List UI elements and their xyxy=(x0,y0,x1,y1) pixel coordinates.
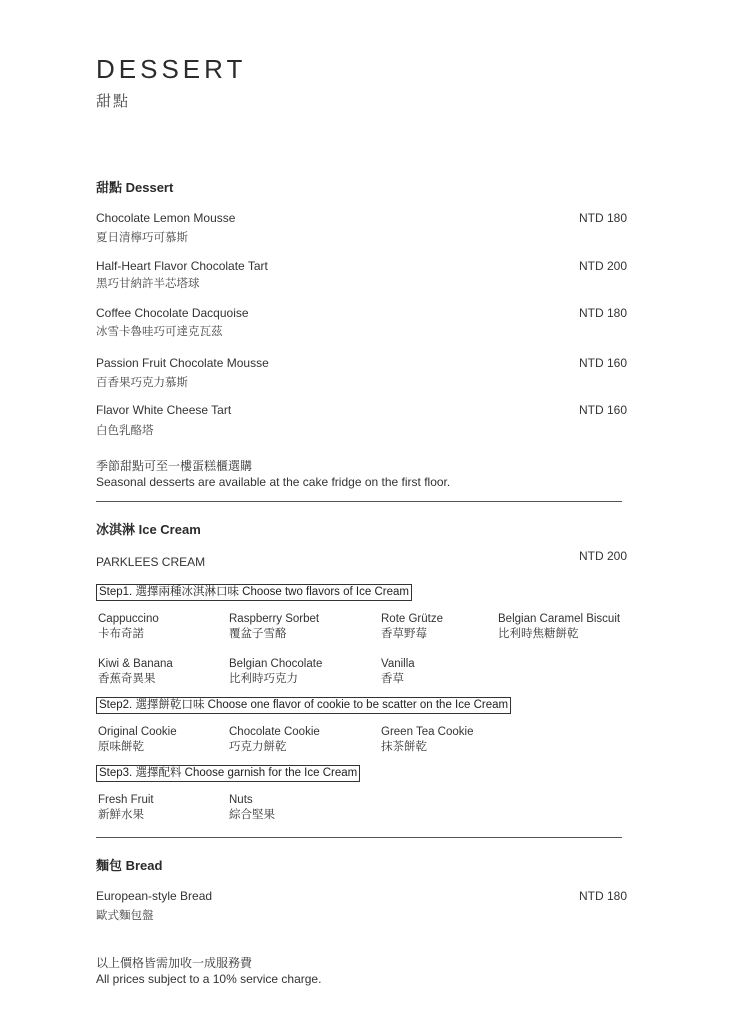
flavor-name-en: Kiwi & Banana xyxy=(98,658,173,670)
item-name-en: Chocolate Lemon Mousse xyxy=(96,211,236,225)
item-name-en: Half-Heart Flavor Chocolate Tart xyxy=(96,259,268,273)
flavor-name-zh: 卡布奇諾 xyxy=(98,628,144,640)
list-item xyxy=(98,793,154,823)
list-item xyxy=(229,725,320,755)
page-subtitle: 甜點 xyxy=(96,93,131,110)
garnish-name-en: Nuts xyxy=(229,794,253,806)
flavor-name-en: Belgian Chocolate xyxy=(229,658,323,670)
flavor-name-en: Raspberry Sorbet xyxy=(229,613,320,625)
cookie-name-en: Chocolate Cookie xyxy=(229,726,320,738)
garnish-name-en: Fresh Fruit xyxy=(98,794,154,806)
item-name-en: European-style Bread xyxy=(96,889,213,903)
item-name-zh: 百香果巧克力慕斯 xyxy=(96,377,188,389)
item-name-en: Passion Fruit Chocolate Mousse xyxy=(96,356,269,370)
ice-cream-price: NTD 200 xyxy=(579,549,628,563)
list-item xyxy=(98,657,173,687)
divider xyxy=(96,501,622,502)
list-item xyxy=(381,612,443,642)
item-name-en: Flavor White Cheese Tart xyxy=(96,403,232,417)
cookie-name-zh: 原味餅乾 xyxy=(98,741,144,753)
list-item xyxy=(381,657,415,687)
list-item xyxy=(98,725,177,755)
cookie-name-zh: 巧克力餅乾 xyxy=(229,741,287,753)
item-price: NTD 180 xyxy=(579,211,628,225)
cookie-name-en: Original Cookie xyxy=(98,726,177,738)
step3-box: Step3. 選擇配料 Choose garnish for the Ice Cream xyxy=(96,765,360,782)
garnish-name-zh: 新鮮水果 xyxy=(98,809,144,821)
flavor-name-en: Belgian Caramel Biscuit xyxy=(498,613,621,625)
cookie-name-en: Green Tea Cookie xyxy=(381,726,474,738)
flavor-name-en: Cappuccino xyxy=(98,613,159,625)
cookie-name-zh: 抹茶餅乾 xyxy=(381,741,427,753)
item-price: NTD 180 xyxy=(579,889,628,903)
item-name-zh: 夏日清檸巧可慕斯 xyxy=(96,232,188,244)
list-item xyxy=(98,612,159,642)
list-item xyxy=(229,793,275,823)
section-heading-ice-cream: 冰淇淋 Ice Cream xyxy=(96,522,201,537)
flavor-name-zh: 比利時焦糖餅乾 xyxy=(498,628,579,640)
step2-box: Step2. 選擇餅乾口味 Choose one flavor of cookie to be scatter on the Ice Cream xyxy=(96,697,511,714)
flavor-name-zh: 香蕉奇異果 xyxy=(98,673,156,685)
list-item xyxy=(229,657,322,687)
flavor-name-zh: 比利時巧克力 xyxy=(229,673,298,685)
service-charge-note-en: All prices subject to a 10% service charge. xyxy=(96,972,322,986)
step1-box: Step1. 選擇兩種冰淇淋口味 Choose two flavors of Ice Cream xyxy=(96,584,412,601)
item-price: NTD 200 xyxy=(579,259,628,273)
list-item xyxy=(229,612,319,642)
ice-cream-product: PARKLEES CREAM xyxy=(96,555,206,569)
flavor-name-en: Vanilla xyxy=(381,658,415,670)
service-charge-note-zh: 以上價格皆需加收一成服務費 xyxy=(96,956,253,970)
item-name-zh: 歐式麵包盤 xyxy=(96,910,154,922)
seasonal-note-en: Seasonal desserts are available at the cake fridge on the first floor. xyxy=(96,475,451,489)
item-price: NTD 180 xyxy=(579,306,628,320)
item-name-en: Coffee Chocolate Dacquoise xyxy=(96,306,249,320)
page-title: DESSERT xyxy=(96,54,247,84)
garnish-name-zh: 綜合堅果 xyxy=(229,809,275,821)
item-name-zh: 白色乳酪塔 xyxy=(96,425,154,437)
section-heading-dessert: 甜點 Dessert xyxy=(96,180,174,195)
flavor-name-en: Rote Grütze xyxy=(381,613,443,625)
divider xyxy=(96,837,622,838)
list-item xyxy=(498,612,620,642)
list-item xyxy=(381,725,473,755)
flavor-name-zh: 香草 xyxy=(381,673,404,685)
item-price: NTD 160 xyxy=(579,356,628,370)
item-name-zh: 黑巧甘納許半芯塔球 xyxy=(96,278,200,290)
flavor-name-zh: 覆盆子雪酪 xyxy=(229,628,287,640)
item-price: NTD 160 xyxy=(579,403,628,417)
seasonal-note-zh: 季節甜點可至一樓蛋糕櫃選購 xyxy=(96,459,253,473)
item-name-zh: 冰雪卡魯哇巧可達克瓦茲 xyxy=(96,326,223,338)
flavor-name-zh: 香草野莓 xyxy=(381,628,427,640)
section-heading-bread: 麵包 Bread xyxy=(96,858,163,873)
